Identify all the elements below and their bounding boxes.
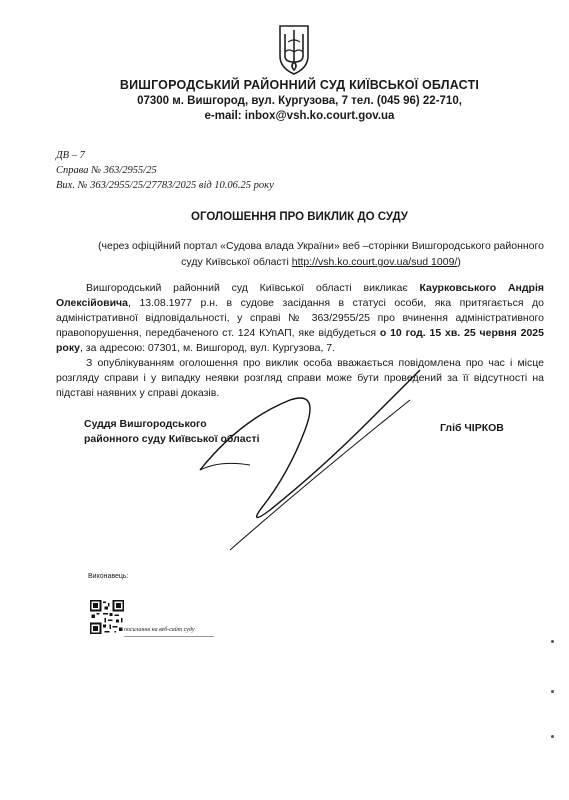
case-number: Справа № 363/2955/25 (56, 165, 157, 176)
p1-address: , за адресою: 07301, м. Вишгород, вул. Кургузова, 7. (79, 342, 336, 354)
document-title: ОГОЛОШЕННЯ ПРО ВИКЛИК ДО СУДУ (191, 211, 408, 223)
scan-speck (551, 690, 554, 693)
publication-note-close: ) (457, 256, 461, 268)
judge-title-line-2: районного суду Київської області (84, 433, 260, 445)
outgoing-number: Вих. № 363/2955/25/27783/2025 від 10.06.25 року (56, 180, 274, 191)
notice-paragraph-2: З опублікуванням оголошення про виклик особа вважається повідомлена про час і місце розгляду справи і у випадку неявки розгляд справи може бути проведений за її відсутності на підставі наявних у справі доказів. (56, 357, 544, 399)
scan-speck (551, 735, 554, 738)
p1-details: , 13.08.1977 р.н. в судове засідання в статусі особи, яка притягається до адміністративної відповідальності, у справі № 363/2955/25 про вчинення адміністративного правопорушення, передбаченого ст. 124 КУпАП, яке відбудеться (56, 297, 544, 339)
court-website-link[interactable]: http://vsh.ko.court.gov.ua/sud 1009/ (291, 256, 458, 268)
qr-caption: посилання на веб-сайт суду (124, 627, 195, 633)
p1-intro: Вишгородський районний суд Київської області викликає (86, 282, 420, 294)
publication-note (86, 238, 556, 270)
divider (124, 636, 214, 637)
executor-label: Виконавець: (88, 573, 129, 580)
summoned-person-name: Каурковського Андрія Олексійовича (56, 282, 544, 309)
hearing-date: о 10 год. 15 хв. 25 червня 2025 року (56, 327, 544, 354)
judge-name: Гліб ЧІРКОВ (440, 422, 504, 434)
publication-note-text: (через офіційний портал «Судова влада України» веб –сторінки Вишгородського районного суду Київської області (98, 240, 544, 268)
scan-speck (551, 640, 554, 643)
notice-paragraph-1 (56, 281, 544, 356)
document-code: ДВ – 7 (56, 150, 85, 161)
judge-signature (170, 360, 430, 560)
judge-title-line-1: Суддя Вишгородського (84, 418, 207, 430)
court-email: e-mail: inbox@vsh.ko.court.gov.ua (204, 110, 395, 122)
judge-title (84, 417, 260, 447)
court-address: 07300 м. Вишгород, вул. Кургузова, 7 тел. (045 96) 22-710, (137, 95, 462, 107)
qr-code-icon[interactable] (90, 600, 124, 634)
ukraine-trident-emblem (276, 22, 312, 78)
court-name: ВИШГОРОДСЬКИЙ РАЙОННИЙ СУД КИЇВСЬКОЇ ОБЛАСТІ (119, 78, 480, 92)
